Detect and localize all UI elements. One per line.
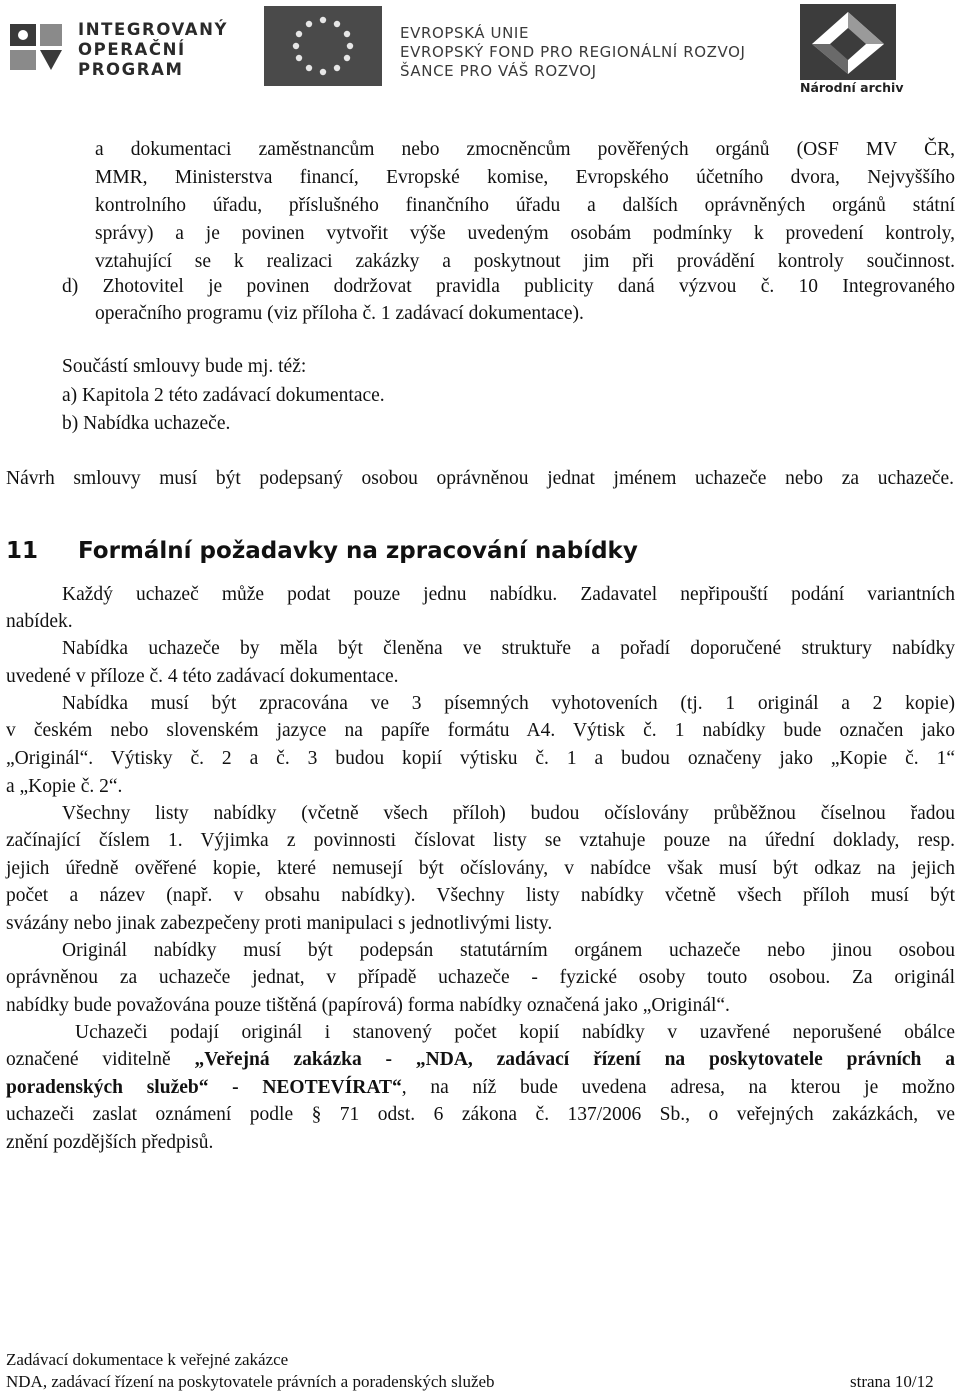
page-header — [0, 0, 960, 110]
footer-doc-title: Zadávací dokumentace k veřejné zakázce — [6, 1350, 289, 1369]
narodni-archiv-icon — [800, 4, 896, 80]
paragraph-line: MMR, Ministerstva financí, Evropské komise, Evropského účetního dvora, Nejvyššího — [95, 167, 955, 188]
paragraph-line: operačního programu (viz příloha č. 1 zadávací dokumentace). — [95, 303, 584, 324]
list-item: a) Kapitola 2 této zadávací dokumentace. — [62, 385, 385, 406]
paragraph-line: a dokumentaci zaměstnancům nebo zmocněncům pověřených orgánů (OSF MV ČR, — [95, 139, 955, 160]
text-run: , na níž bude uvedena adresa, na kterou je možno — [401, 1077, 955, 1098]
iop-logo — [6, 14, 236, 84]
eu-logo-line3: ŠANCE PRO VÁŠ ROZVOJ — [400, 62, 597, 80]
paragraph-line: Nabídka musí být zpracována ve 3 písemných vyhotoveních (tj. 1 originál a 2 kopie) — [62, 693, 955, 714]
paragraph-line: a „Kopie č. 2“. — [6, 776, 123, 797]
iop-logo-icon — [6, 20, 66, 74]
paragraph-line: počet a název (např. v obsahu nabídky). Všechny listy nabídky včetně všech příloh musí být — [6, 885, 955, 906]
section-title: Formální požadavky na zpracování nabídky — [78, 538, 638, 564]
paragraph-line: nabídky bude považována pouze tištěná (papírová) forma nabídky označená jako „Originál“. — [6, 995, 730, 1016]
paragraph-line: d) Zhotovitel je povinen dodržovat pravidla publicity daná výzvou č. 10 Integrovaného — [62, 276, 955, 297]
list-item: b) Nabídka uchazeče. — [62, 413, 231, 434]
paragraph-line: Součástí smlouvy bude mj. též: — [62, 356, 307, 377]
paragraph-line: Návrh smlouvy musí být podepsaný osobou oprávněnou jednat jménem uchazeče nebo za uchazeče. — [6, 468, 954, 489]
paragraph-line: svázány nebo jinak zabezpečeny proti manipulaci s jednotlivými listy. — [6, 913, 553, 934]
paragraph-line — [6, 1076, 955, 1100]
paragraph-line: Originál nabídky musí být podepsán statutárním orgánem uchazeče nebo jinou osobou — [62, 940, 955, 961]
text-run: označené viditelně — [6, 1049, 195, 1070]
iop-logo-line1: INTEGROVANÝ — [78, 20, 229, 39]
paragraph-line: vztahující se k realizaci zakázky a poskytnout jim při provádění kontroly součinnost. — [95, 251, 955, 272]
page-number: strana 10/12 — [850, 1372, 934, 1391]
paragraph-line: Všechny listy nabídky (včetně všech příloh) budou očíslovány průběžnou číselnou řadou — [62, 803, 955, 824]
section-heading — [6, 536, 638, 566]
paragraph-line: správy) a je povinen vytvořit výše uvedeným osobám podmínky k provedení kontroly, — [95, 223, 955, 244]
paragraph-line: uvedené v příloze č. 4 této zadávací dokumentace. — [6, 666, 399, 687]
paragraph-line: kontrolního úřadu, příslušného finančního úřadu a dalších oprávněných orgánů státní — [95, 195, 955, 216]
narodni-archiv-logo — [794, 4, 910, 100]
paragraph-line: znění pozdějších předpisů. — [6, 1132, 214, 1153]
paragraph-line: Uchazeči podají originál i stanovený počet kopií nabídky v uzavřené neporušené obálce — [75, 1022, 955, 1043]
eu-logo-line1: EVROPSKÁ UNIE — [400, 24, 530, 42]
paragraph-line: jejich úředně ověřené kopie, které nemusejí být očíslovány, v nabídce však musí být odkaz na jejich — [6, 858, 955, 879]
paragraph-line — [6, 1048, 955, 1072]
footer-tender-name: NDA, zadávací řízení na poskytovatele právních a poradenských služeb — [6, 1372, 495, 1391]
narodni-archiv-label: Národní archiv — [800, 80, 904, 95]
iop-logo-line3: PROGRAM — [78, 60, 184, 79]
paragraph-line: oprávněnou za uchazeče jednat, v případě uchazeče - fyzické osoby touto osobou. Za originál — [6, 967, 955, 988]
paragraph-line: v českém nebo slovenském jazyce na papíře formátu A4. Výtisk č. 1 nabídky bude označen jako — [6, 720, 955, 741]
bold-text-run: poradenských služeb“ - NEOTEVÍRAT“ — [6, 1077, 402, 1098]
paragraph-line: nabídek. — [6, 611, 73, 632]
paragraph-line: Každý uchazeč může podat pouze jednu nabídku. Zadavatel nepřipouští podání variantních — [62, 584, 955, 605]
eu-flag-icon — [264, 6, 382, 86]
paragraph-line: Nabídka uchazeče by měla být členěna ve struktuře a pořadí doporučené struktury nabídky — [62, 638, 955, 659]
eu-logo-line2: EVROPSKÝ FOND PRO REGIONÁLNÍ ROZVOJ — [400, 43, 746, 61]
section-number: 11 — [6, 538, 39, 564]
paragraph-line: začínající číslem 1. Výjimka z povinnosti číslovat listy se vztahuje pouze na úřední doklady, resp. — [6, 830, 955, 851]
paragraph-line: uchazeči zaslat oznámení podle § 71 odst. 6 zákona č. 137/2006 Sb., o veřejných zakázkách, ve — [6, 1104, 955, 1125]
bold-text-run: „Veřejná zakázka - „NDA, zadávací řízení na poskytovatele právních a — [194, 1049, 955, 1070]
iop-logo-line2: OPERAČNÍ — [78, 40, 186, 59]
eu-logo — [264, 6, 764, 90]
paragraph-line: „Originál“. Výtisky č. 2 a č. 3 budou kopií výtisku č. 1 a budou označeny jako „Kopie č. 1“ — [6, 748, 955, 769]
